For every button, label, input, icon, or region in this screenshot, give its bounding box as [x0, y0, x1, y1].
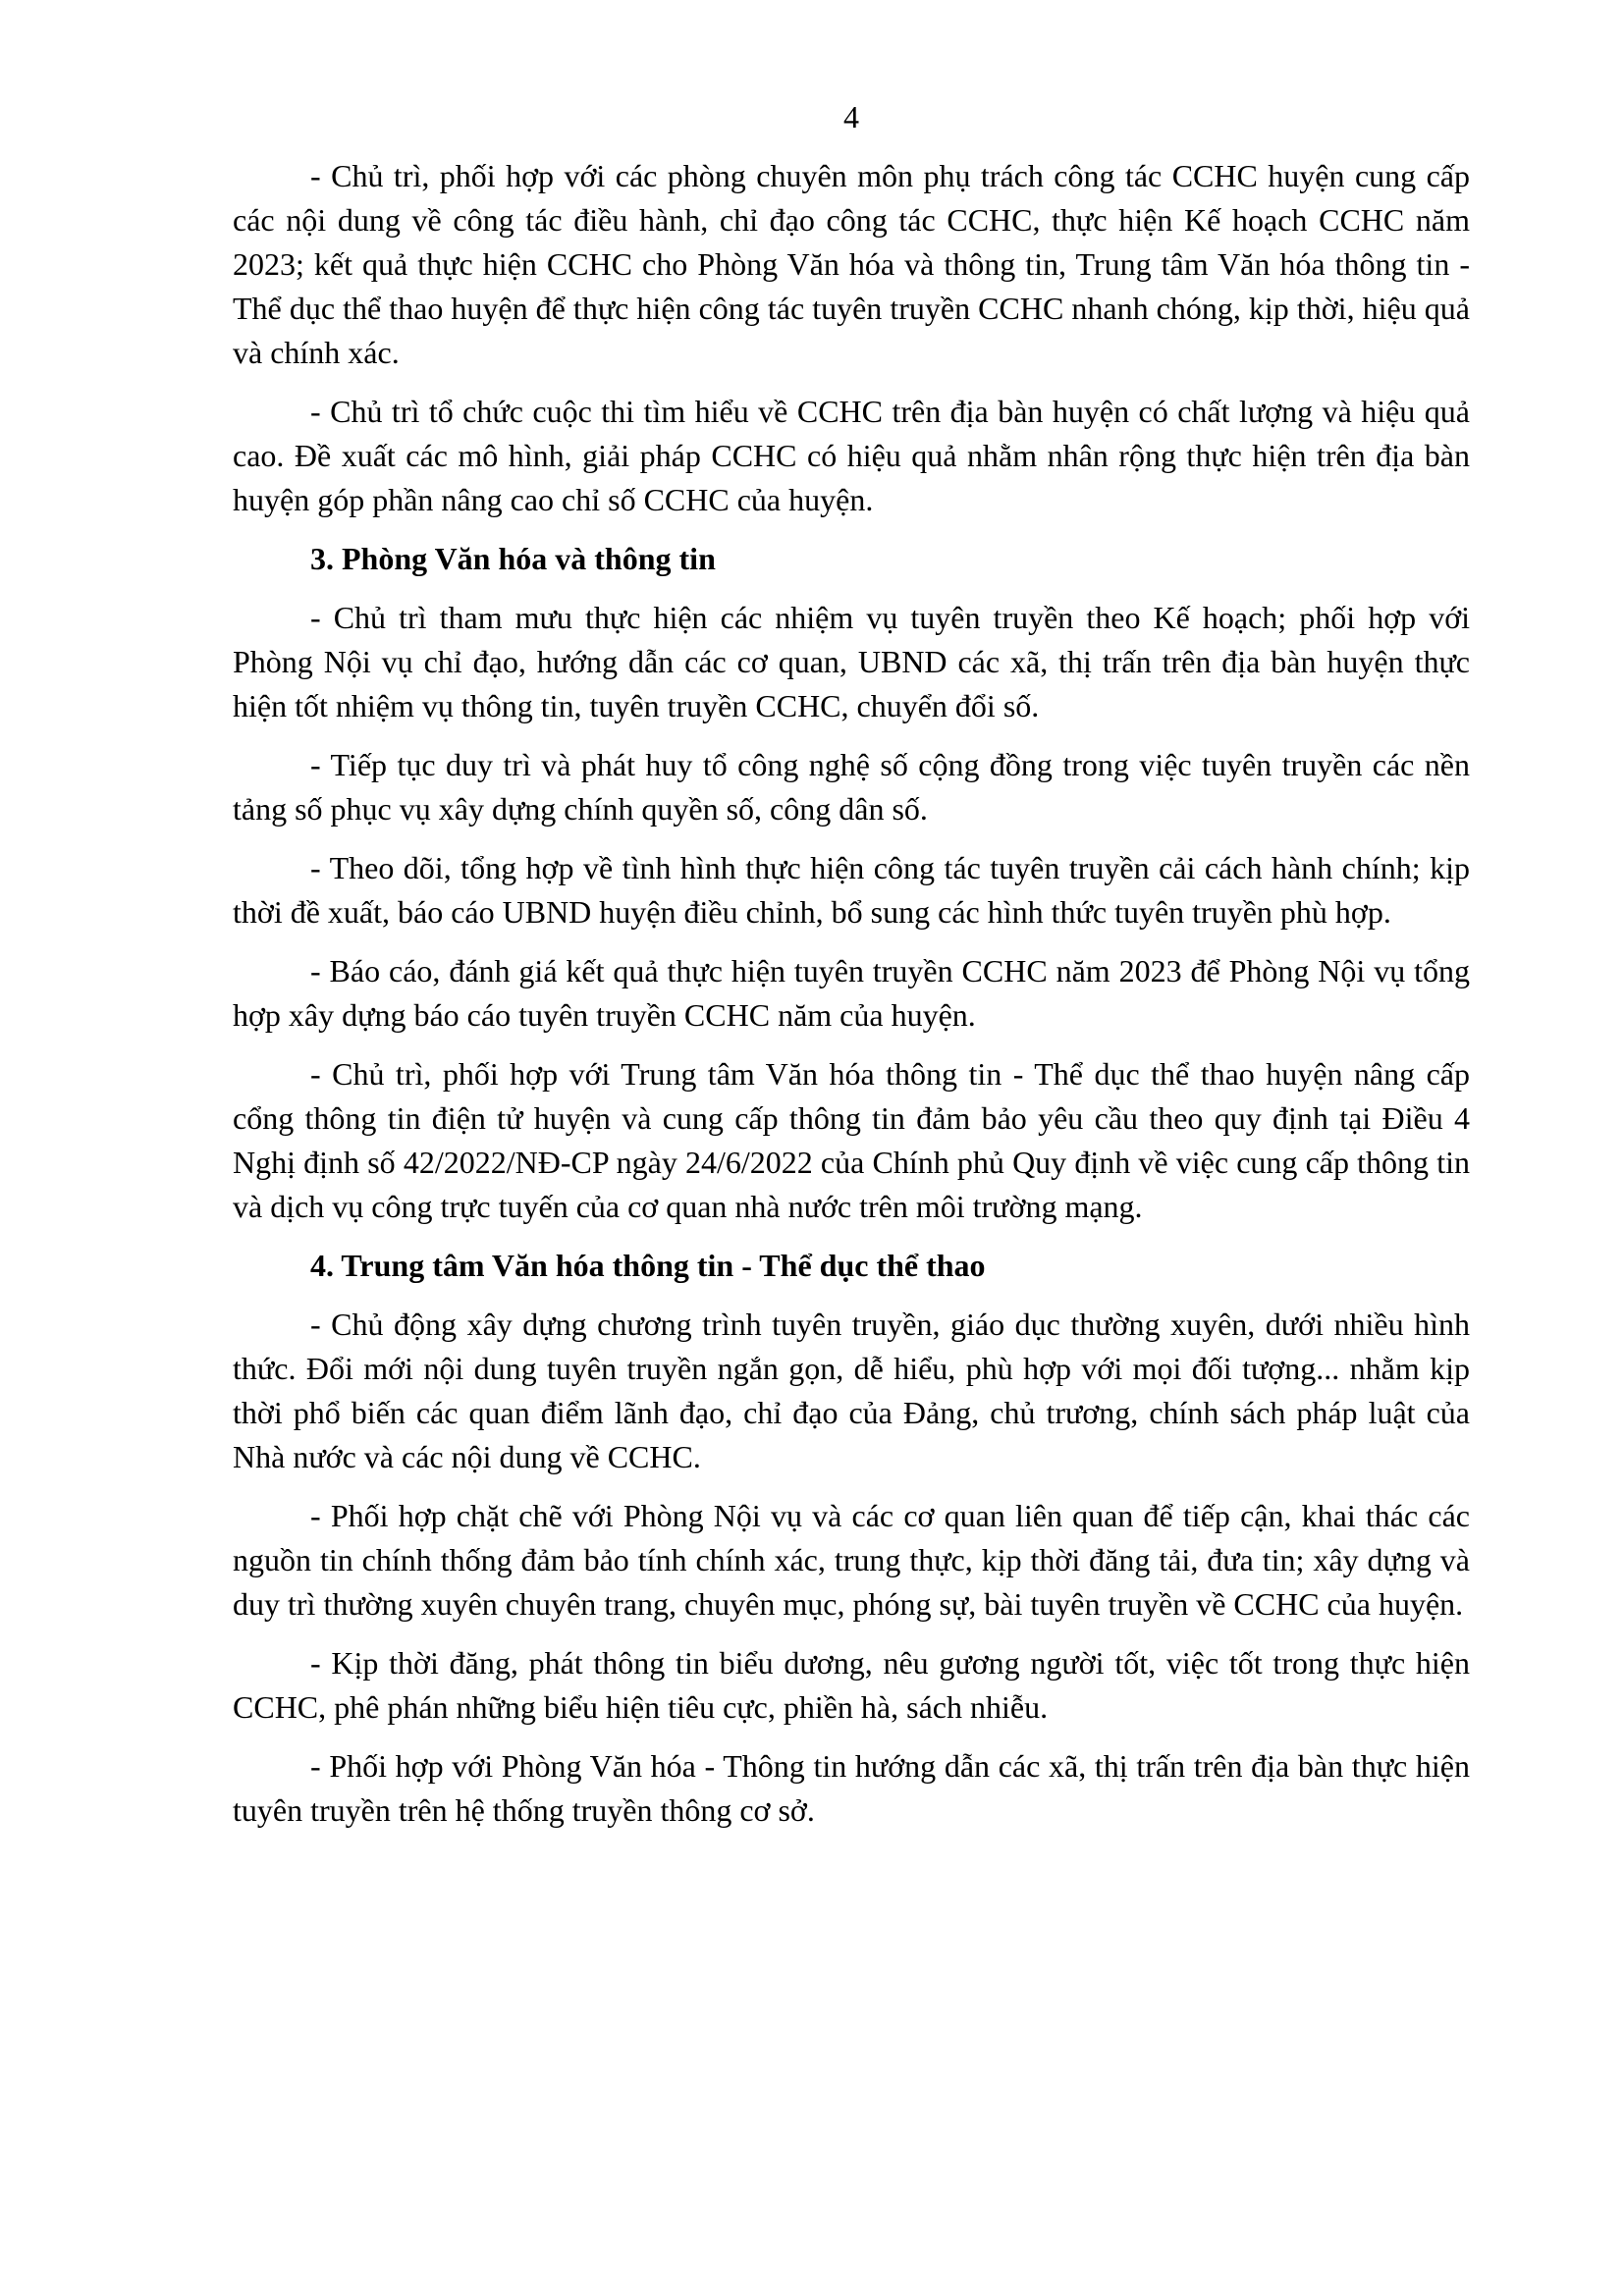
paragraph-5: - Theo dõi, tổng hợp về tình hình thực hiện công tác tuyên truyền cải cách hành chính; kịp thời đề xuất, báo cáo UBND huyện điều chỉnh, bổ sung các hình thức tuyên truyền phù hợp. — [233, 850, 1470, 930]
paragraph-7: - Chủ trì, phối hợp với Trung tâm Văn hóa thông tin - Thể dục thể thao huyện nâng cấp cổng thông tin điện tử huyện và cung cấp thông tin đảm bảo yêu cầu theo quy định tại Điều 4 Nghị định số 42/2022/NĐ-CP ngày 24/6/2022 của Chính phủ Quy định về việc cung cấp thông tin và dịch vụ công trực tuyến của cơ quan nhà nước trên môi trường mạng. — [233, 1056, 1470, 1224]
paragraph-10: - Kịp thời đăng, phát thông tin biểu dương, nêu gương người tốt, việc tốt trong thực hiện CCHC, phê phán những biểu hiện tiêu cực, phiền hà, sách nhiễu. — [233, 1645, 1470, 1725]
paragraph-9: - Phối hợp chặt chẽ với Phòng Nội vụ và các cơ quan liên quan để tiếp cận, khai thác các nguồn tin chính thống đảm bảo tính chính xác, trung thực, kịp thời đăng tải, đưa tin; xây dựng và duy trì thường xuyên chuyên trang, chuyên mục, phóng sự, bài tuyên truyền về CCHC của huyện. — [233, 1498, 1470, 1622]
section-heading-4: 4. Trung tâm Văn hóa thông tin - Thể dục thể thao — [310, 1248, 986, 1283]
paragraph-3: - Chủ trì tham mưu thực hiện các nhiệm vụ tuyên truyền theo Kế hoạch; phối hợp với Phòng Nội vụ chỉ đạo, hướng dẫn các cơ quan, UBND các xã, thị trấn trên địa bàn huyện thực hiện tốt nhiệm vụ thông tin, tuyên truyền CCHC, chuyển đổi số. — [233, 600, 1470, 723]
paragraph-2: - Chủ trì tổ chức cuộc thi tìm hiểu về CCHC trên địa bàn huyện có chất lượng và hiệu quả cao. Đề xuất các mô hình, giải pháp CCHC có hiệu quả nhằm nhân rộng thực hiện trên địa bàn huyện góp phần nâng cao chỉ số CCHC của huyện. — [233, 394, 1470, 517]
section-heading-3: 3. Phòng Văn hóa và thông tin — [310, 541, 716, 576]
paragraph-1: - Chủ trì, phối hợp với các phòng chuyên môn phụ trách công tác CCHC huyện cung cấp các nội dung về công tác điều hành, chỉ đạo công tác CCHC, thực hiện Kế hoạch CCHC năm 2023; kết quả thực hiện CCHC cho Phòng Văn hóa và thông tin, Trung tâm Văn hóa thông tin - Thể dục thể thao huyện để thực hiện công tác tuyên truyền CCHC nhanh chóng, kịp thời, hiệu quả và chính xác. — [233, 158, 1470, 370]
page-number: 4 — [843, 99, 859, 134]
paragraph-11: - Phối hợp với Phòng Văn hóa - Thông tin hướng dẫn các xã, thị trấn trên địa bàn thực hiện tuyên truyền trên hệ thống truyền thông cơ sở. — [233, 1748, 1470, 1828]
paragraph-4: - Tiếp tục duy trì và phát huy tổ công nghệ số cộng đồng trong việc tuyên truyền các nền tảng số phục vụ xây dựng chính quyền số, công dân số. — [233, 747, 1470, 827]
paragraph-6: - Báo cáo, đánh giá kết quả thực hiện tuyên truyền CCHC năm 2023 để Phòng Nội vụ tổng hợp xây dựng báo cáo tuyên truyền CCHC năm của huyện. — [233, 953, 1470, 1033]
paragraph-8: - Chủ động xây dựng chương trình tuyên truyền, giáo dục thường xuyên, dưới nhiều hình thức. Đổi mới nội dung tuyên truyền ngắn gọn, dễ hiểu, phù hợp với mọi đối tượng... nhằm kịp thời phổ biến các quan điểm lãnh đạo, chỉ đạo của Đảng, chủ trương, chính sách pháp luật của Nhà nước và các nội dung về CCHC. — [233, 1307, 1470, 1474]
